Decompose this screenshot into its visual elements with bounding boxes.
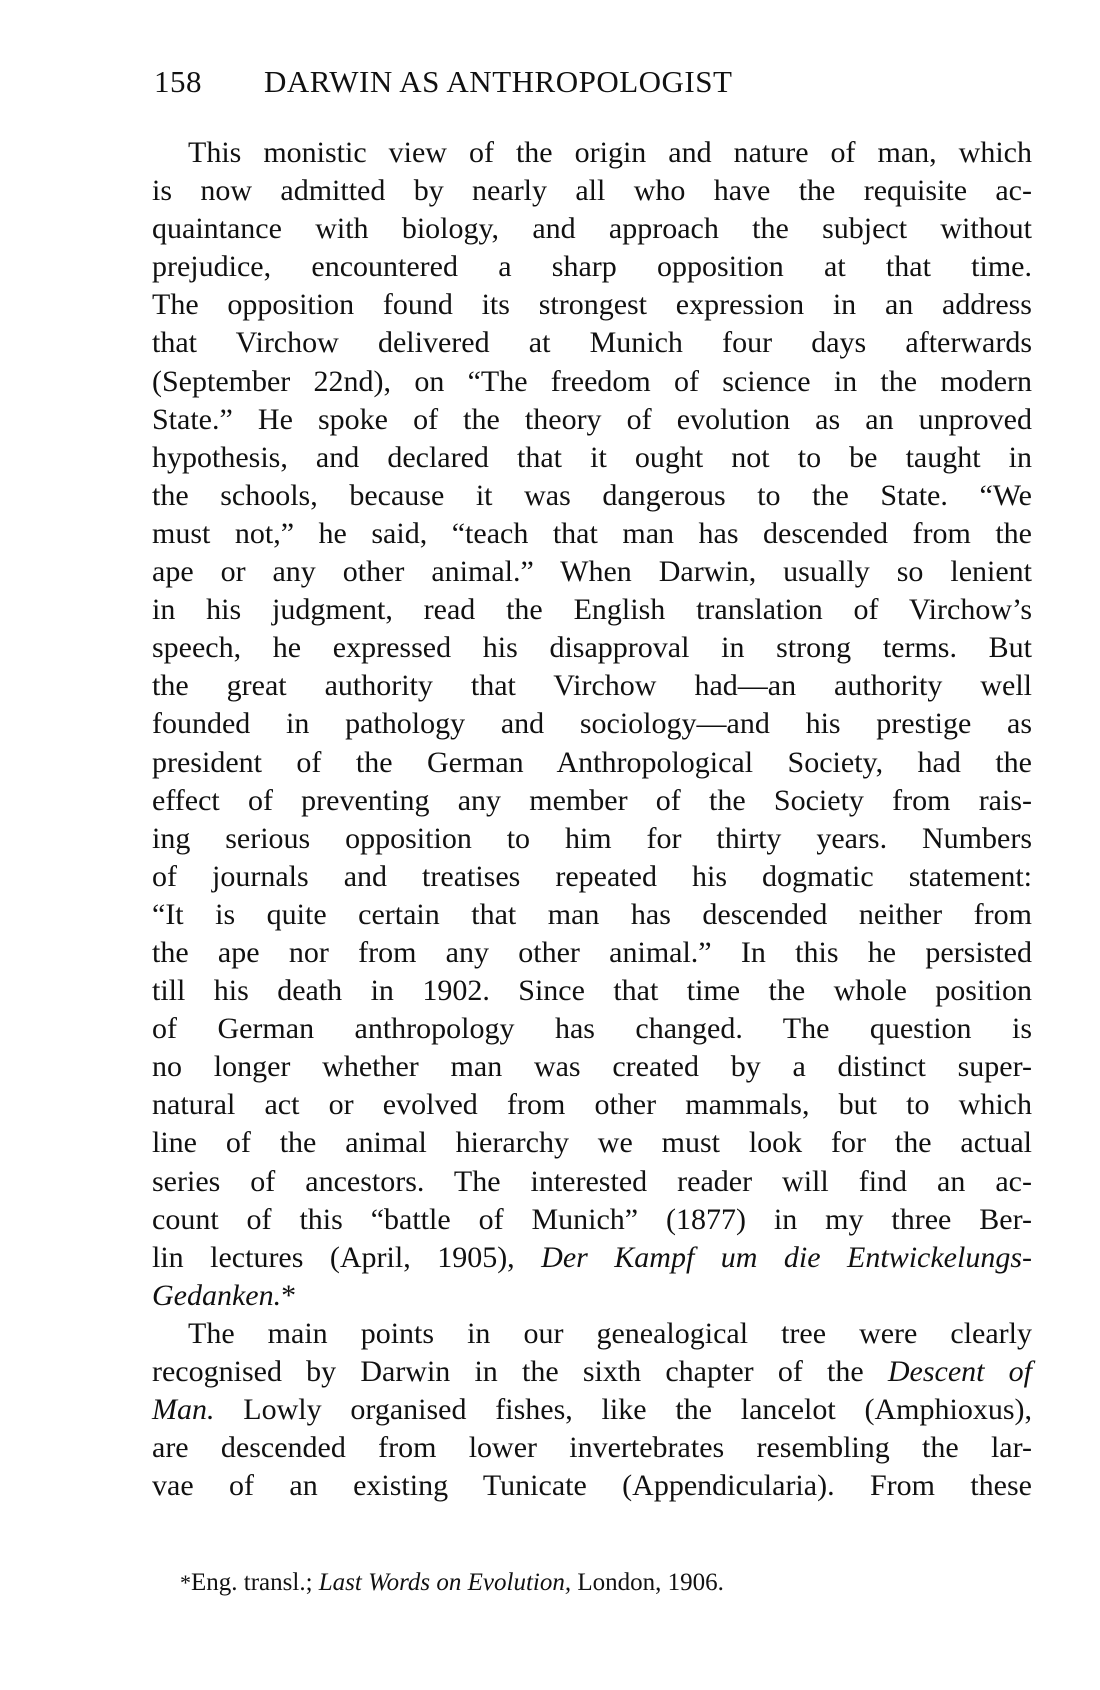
text-line: hypothesis, and declared that it ought not to be taught in (152, 440, 1032, 474)
book-title: Descent of (887, 1355, 1032, 1388)
text-line: the schools, because it was dangerous to the State. “We (152, 478, 1032, 512)
text-line: must not,” he said, “teach that man has descended from the (152, 516, 1032, 550)
text-line: line of the animal hierarchy we must look for the actual (152, 1126, 1032, 1160)
paragraph-2 (152, 1315, 1032, 1505)
text-line: The main points in our genealogical tree were clearly (188, 1316, 1032, 1350)
text-line (152, 1353, 1032, 1391)
footnote-text: London, 1906. (571, 1569, 724, 1596)
text-line: of German anthropology has changed. The question is (152, 1012, 1032, 1046)
text-line: vae of an existing Tunicate (Appendicularia). From these (152, 1469, 1032, 1503)
text-line: are descended from lower invertebrates resembling the lar- (152, 1431, 1032, 1465)
book-title: Gedanken. (152, 1278, 282, 1312)
footnote-text: Eng. transl.; (191, 1569, 319, 1596)
text-line: till his death in 1902. Since that time the whole position (152, 974, 1032, 1008)
text-line: no longer whether man was created by a distinct super- (152, 1050, 1032, 1084)
text-fragment: recognised by Darwin in the sixth chapter of the (152, 1355, 888, 1388)
page-header (154, 62, 1034, 102)
text-line (152, 1277, 1032, 1315)
text-line: State.” He spoke of the theory of evolution as an unproved (152, 402, 1032, 436)
text-line: effect of preventing any member of the Society from rais- (152, 783, 1032, 817)
body-text (152, 134, 1032, 1505)
text-line: This monistic view of the origin and nature of man, which (188, 136, 1032, 169)
text-line: The opposition found its strongest expression in an address (152, 288, 1032, 322)
text-line: natural act or evolved from other mammals, but to which (152, 1088, 1032, 1122)
text-line: count of this “battle of Munich” (1877) in my three Ber- (152, 1202, 1032, 1236)
paragraph-1 (152, 134, 1032, 1315)
text-line: founded in pathology and sociology—and his prestige as (152, 707, 1032, 741)
text-fragment: lin lectures (April, 1905), (152, 1240, 542, 1274)
page-number: 158 (154, 64, 202, 99)
footnote-reference: * (281, 1278, 297, 1312)
text-line: ing serious opposition to him for thirty years. Numbers (152, 821, 1032, 855)
text-line: speech, he expressed his disapproval in strong terms. But (152, 631, 1032, 665)
text-line: (September 22nd), on “The freedom of science in the modern (152, 364, 1032, 398)
book-title: Man. (152, 1393, 215, 1427)
text-line: in his judgment, read the English translation of Virchow’s (152, 593, 1032, 627)
text-line: of journals and treatises repeated his dogmatic statement: (152, 859, 1032, 893)
book-title: Der Kampf um die Entwickelungs- (541, 1240, 1032, 1274)
running-head: DARWIN AS ANTHROPOLOGIST (264, 64, 733, 99)
text-line: quaintance with biology, and approach the subject without (152, 212, 1032, 246)
text-line: the ape nor from any other animal.” In this he persisted (152, 935, 1032, 969)
text-line: the great authority that Virchow had—an authority well (152, 669, 1032, 703)
text-fragment: Lowly organised fishes, like the lancelot (Amphioxus), (214, 1393, 1032, 1427)
text-line: prejudice, encountered a sharp opposition at that time. (152, 250, 1032, 284)
text-line: ape or any other animal.” When Darwin, usually so lenient (152, 555, 1032, 589)
text-line: “It is quite certain that man has descended neither from (152, 897, 1032, 931)
footnote-book-title: Last Words on Evolution, (318, 1569, 572, 1596)
text-line (152, 1391, 1032, 1429)
text-line (152, 1239, 1032, 1277)
text-line: that Virchow delivered at Munich four days afterwards (152, 326, 1032, 360)
text-line: president of the German Anthropological Society, had the (152, 745, 1032, 779)
text-line: series of ancestors. The interested reader will find an ac- (152, 1164, 1032, 1198)
text-line: is now admitted by nearly all who have the requisite ac- (152, 174, 1032, 208)
footnote-mark: * (180, 1570, 191, 1595)
footnote (180, 1567, 1000, 1599)
